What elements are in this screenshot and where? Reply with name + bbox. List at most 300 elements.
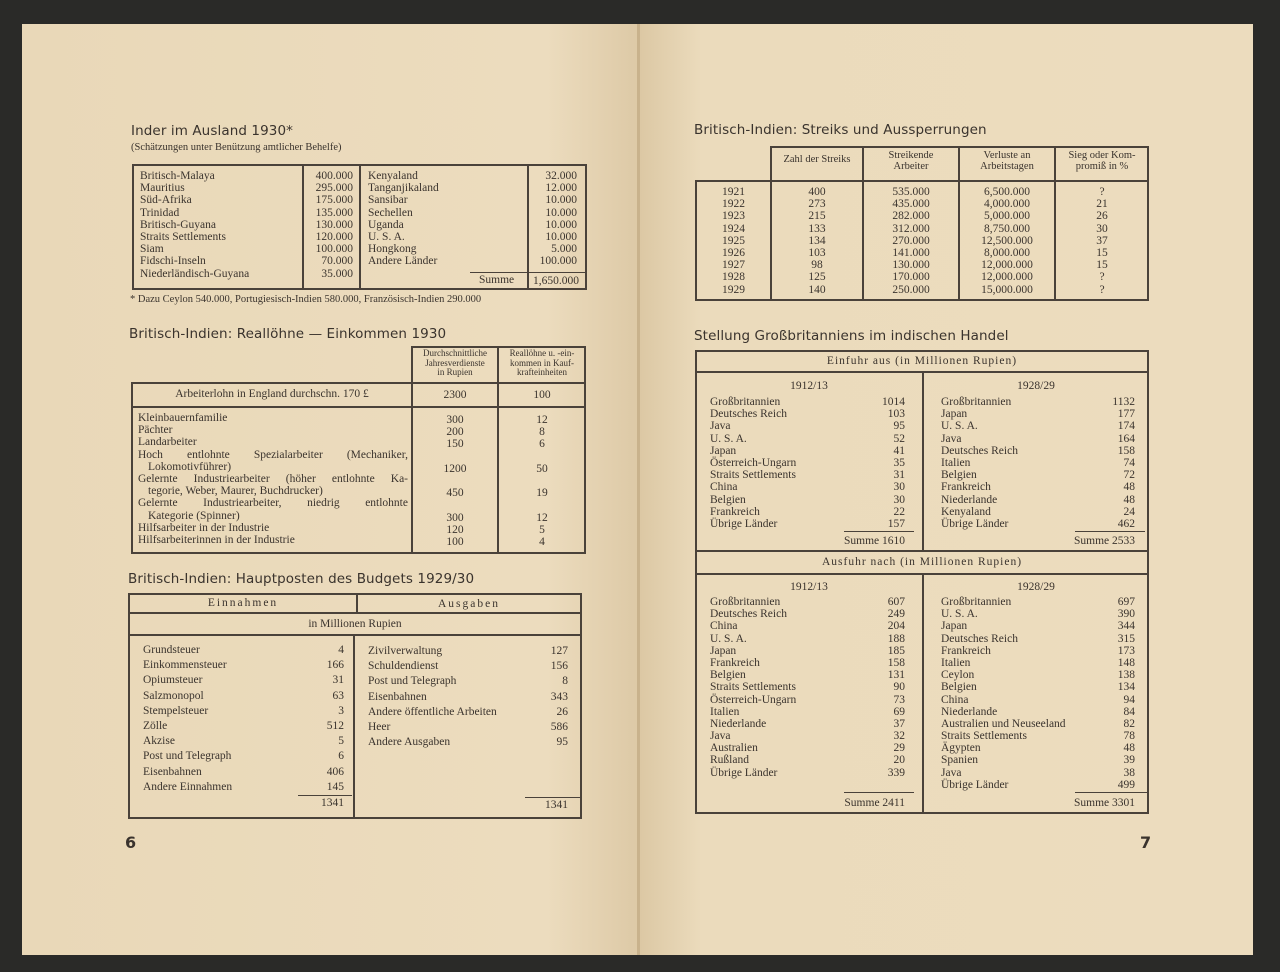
- trade-value: 138: [1117, 669, 1135, 682]
- streik-year: 1923: [722, 210, 745, 223]
- trade-country: Frankreich: [710, 505, 760, 518]
- country-value: 35.000: [321, 267, 353, 280]
- budget-item-name: Andere Ausgaben: [368, 736, 451, 749]
- trade-country: Frankreich: [941, 481, 991, 494]
- streik-workers: 141.000: [892, 246, 930, 259]
- country-name: Uganda: [368, 218, 404, 231]
- budget-item-name: Andere Einnahmen: [143, 780, 233, 793]
- trade-value: 48: [1123, 742, 1135, 755]
- sum-rule: [298, 795, 352, 796]
- trade-value: 148: [1117, 656, 1135, 669]
- trade-country: Österreich-Ungarn: [710, 693, 797, 706]
- country-name: Kenyaland: [368, 170, 418, 182]
- streik-workers: 282.000: [892, 210, 930, 223]
- trade-country: Großbritannien: [941, 596, 1012, 608]
- spacer: [499, 451, 585, 463]
- einfuhr-right-values: [1070, 396, 1135, 530]
- streiks-victory: [1056, 186, 1148, 296]
- trade-country: Niederlande: [941, 493, 998, 506]
- trade-value: 157: [887, 517, 905, 530]
- trade-country: Spanien: [941, 754, 979, 767]
- streik-year: 1926: [722, 246, 745, 259]
- trade-country: Australien: [710, 742, 758, 755]
- streik-year: 1927: [722, 259, 745, 272]
- trade-country: Japan: [710, 644, 737, 657]
- reallohne-header-real: [499, 349, 585, 378]
- streik-losses: 4,000.000: [984, 198, 1030, 211]
- sum-rule: [525, 797, 580, 798]
- streik-count: 103: [808, 246, 826, 259]
- reallohne-row-label: Kategorie (Spinner): [148, 509, 240, 522]
- country-value: 120.000: [315, 230, 353, 243]
- country-name: Hongkong: [368, 243, 417, 256]
- budget-item-value: 406: [326, 765, 344, 778]
- streik-workers: 535.000: [892, 186, 930, 198]
- trade-value: 158: [887, 656, 905, 669]
- header-line: krafteinheiten: [517, 367, 567, 377]
- trade-value: 204: [887, 620, 905, 633]
- reallohne-income: 100: [446, 535, 464, 548]
- streik-year: 1929: [722, 283, 745, 296]
- header-line: Arbeitstagen: [980, 161, 1034, 172]
- streik-year: 1924: [722, 222, 745, 235]
- streiks-years: [697, 186, 770, 296]
- trade-value: 607: [887, 596, 905, 608]
- reallohne-row-label: Pächter: [138, 424, 173, 437]
- trade-country: Deutsches Reich: [710, 608, 787, 621]
- header-line: in Rupien: [437, 367, 473, 377]
- sum-rule: [844, 792, 914, 793]
- trade-country: Frankreich: [710, 656, 760, 669]
- country-name: Mauritius: [140, 182, 185, 195]
- reallohne-incomes: [413, 414, 497, 548]
- einfuhr-left-year: 1912/13: [790, 380, 828, 392]
- trade-country: Belgien: [941, 469, 977, 482]
- streiks-header-arbeiter: [864, 150, 958, 172]
- header-line: Zahl der Streiks: [783, 154, 851, 165]
- trade-value: 39: [1123, 754, 1135, 767]
- trade-country: Deutsches Reich: [941, 444, 1018, 457]
- budget-item-value: 127: [550, 645, 568, 657]
- trade-value: 52: [893, 432, 905, 445]
- ausfuhr-heading: Ausfuhr nach (in Millionen Rupien): [821, 556, 1023, 568]
- header-line: Streikende: [888, 150, 934, 161]
- reallohne-income: 120: [446, 523, 464, 536]
- country-value: 295.000: [315, 182, 353, 195]
- streiks-counts: [772, 186, 862, 296]
- budget-item-value: 512: [326, 719, 344, 732]
- streik-workers: 130.000: [892, 259, 930, 272]
- country-value: 100.000: [539, 255, 577, 268]
- trade-country: Übrige Länder: [710, 766, 778, 779]
- streik-losses: 12,500.000: [981, 234, 1033, 247]
- country-value: 5.000: [551, 243, 577, 256]
- trade-country: U. S. A.: [710, 632, 747, 645]
- trade-country: Straits Settlements: [941, 730, 1027, 743]
- streik-losses: 8,750.000: [984, 222, 1030, 235]
- reallohne-row-labels: [138, 412, 408, 546]
- ausfuhr-right-sum: Summe 3301: [1073, 797, 1135, 809]
- einfuhr-left-sum: Summe 1610: [843, 535, 905, 547]
- inder-sum-label: Summe: [479, 274, 515, 286]
- budget-item-value: 586: [550, 720, 568, 733]
- section-title-budget: Britisch-Indien: Hauptposten des Budgets 1929/30: [128, 571, 475, 587]
- budget-item-value: 4: [338, 644, 344, 656]
- budget-item-name: Akzise: [143, 735, 175, 748]
- trade-value: 90: [893, 681, 905, 694]
- trade-country: Belgien: [710, 669, 746, 682]
- header-line: Durchschnittliche: [423, 348, 487, 358]
- country-value: 10.000: [545, 230, 577, 243]
- reallohne-header-income: [413, 349, 497, 378]
- header-line: Sieg oder Kom-: [1068, 150, 1136, 161]
- trade-value: 158: [1117, 444, 1135, 457]
- country-value: 10.000: [545, 194, 577, 207]
- streiks-header-verluste: [960, 150, 1054, 172]
- reallohne-row-label: Hilfsarbeiterinnen in der Industrie: [138, 533, 295, 546]
- section-title-reallohne: Britisch-Indien: Reallöhne — Einkommen 1930: [129, 326, 447, 342]
- trade-country: Belgien: [710, 493, 746, 506]
- streik-count: 134: [808, 234, 826, 247]
- budget-ausgaben-total: 1341: [545, 799, 568, 811]
- streik-losses: 6,500.000: [984, 186, 1030, 198]
- trade-country: Österreich-Ungarn: [710, 456, 797, 469]
- country-name: Sechellen: [368, 206, 413, 219]
- trade-value: 95: [893, 420, 905, 433]
- trade-value: 1014: [882, 396, 905, 408]
- reallohne-real: 5: [539, 523, 545, 536]
- country-value: 70.000: [321, 255, 353, 268]
- budget-item-name: Post und Telegraph: [143, 750, 232, 763]
- spacer: [499, 475, 585, 487]
- ausfuhr-left-values: [840, 596, 905, 779]
- trade-value: 462: [1117, 517, 1135, 530]
- reallohne-income: 200: [446, 426, 464, 439]
- reallohne-row-label: Hoch entlohnte Spezialarbeiter (Mechaniker,: [138, 448, 408, 461]
- budget-item-name: Post und Telegraph: [368, 675, 457, 688]
- trade-value: 164: [1117, 432, 1135, 445]
- divider: [128, 634, 582, 636]
- trade-value: 37: [893, 717, 905, 730]
- trade-value: 48: [1123, 493, 1135, 506]
- trade-country: Ceylon: [941, 669, 975, 682]
- trade-country: Java: [941, 432, 962, 445]
- budget-item-value: 3: [338, 704, 344, 717]
- spacer: [413, 475, 497, 487]
- reallohne-real: 50: [536, 462, 548, 475]
- budget-einnahmen-values: [290, 643, 344, 795]
- country-value: 175.000: [315, 194, 353, 207]
- trade-value: 84: [1123, 705, 1135, 718]
- spacer: [499, 499, 585, 511]
- country-name: Süd-Afrika: [140, 194, 192, 207]
- trade-country: U. S. A.: [941, 420, 978, 433]
- sum-rule: [1075, 792, 1147, 793]
- budget-item-name: Heer: [368, 720, 391, 733]
- trade-country: Niederlande: [710, 717, 767, 730]
- inder-footnote: * Dazu Ceylon 540.000, Portugiesisch-Indien 580.000, Französisch-Indien 290.000: [130, 294, 482, 305]
- budget-item-name: Opiumsteuer: [143, 674, 203, 687]
- trade-value: 173: [1117, 644, 1135, 657]
- trade-value: 24: [1123, 505, 1135, 518]
- trade-value: 185: [887, 644, 905, 657]
- reallohne-row-label: Landarbeiter: [138, 436, 197, 449]
- trade-value: 177: [1117, 408, 1135, 421]
- header-line: promiß in %: [1075, 161, 1129, 172]
- country-name: Siam: [140, 243, 164, 256]
- budget-item-value: 8: [562, 675, 568, 688]
- streiks-losses: [960, 186, 1054, 296]
- country-value: 100.000: [315, 243, 353, 256]
- divider: [922, 573, 924, 814]
- section-title-inder: Inder im Ausland 1930*: [131, 123, 294, 139]
- inder-col2-names: [368, 170, 526, 268]
- ausfuhr-right-year: 1928/29: [1017, 581, 1055, 593]
- country-value: 12.000: [545, 182, 577, 195]
- streik-year: 1925: [722, 234, 745, 247]
- trade-value: 94: [1123, 693, 1135, 706]
- header-line: Arbeiter: [893, 161, 929, 172]
- reallohne-income: 150: [446, 438, 464, 451]
- budget-einnahmen-total: 1341: [321, 797, 344, 809]
- trade-value: 69: [893, 705, 905, 718]
- trade-value: 30: [893, 493, 905, 506]
- reallohne-row-label: Kleinbauernfamilie: [138, 412, 228, 424]
- trade-country: Australien und Neuseeland: [941, 717, 1066, 730]
- trade-value: 82: [1123, 717, 1135, 730]
- budget-ausgaben-values: [514, 644, 568, 750]
- sum-rule: [1075, 531, 1145, 532]
- country-name: Britisch-Malaya: [140, 170, 215, 182]
- trade-country: Java: [941, 766, 962, 779]
- trade-value: 188: [887, 632, 905, 645]
- divider: [922, 371, 924, 551]
- budget-item-name: Salzmonopol: [143, 689, 204, 702]
- trade-value: 35: [893, 456, 905, 469]
- reallohne-england-real: 100: [533, 389, 551, 401]
- budget-item-value: 156: [550, 660, 568, 673]
- country-name: Britisch-Guyana: [140, 218, 217, 231]
- trade-country: Belgien: [941, 681, 977, 694]
- budget-item-value: 5: [338, 735, 344, 748]
- country-name: Niederländisch-Guyana: [140, 267, 250, 280]
- trade-value: 31: [893, 469, 905, 482]
- country-name: Tanganjikaland: [368, 182, 439, 195]
- inder-col1-values: [304, 170, 353, 280]
- streik-count: 133: [808, 222, 826, 235]
- trade-value: 48: [1123, 481, 1135, 494]
- trade-country: Großbritannien: [710, 596, 781, 608]
- budget-item-name: Eisenbahnen: [143, 765, 202, 778]
- trade-value: 697: [1117, 596, 1135, 608]
- trade-country: Großbritannien: [710, 396, 781, 408]
- divider: [359, 164, 361, 290]
- streiks-header-zahl: [772, 154, 862, 165]
- reallohne-real: 4: [539, 535, 545, 548]
- trade-country: Übrige Länder: [710, 517, 778, 530]
- streik-year: 1922: [722, 198, 745, 211]
- streik-victory: ?: [1099, 283, 1105, 296]
- trade-country: China: [710, 620, 738, 633]
- reallohne-real: 6: [539, 438, 545, 451]
- ausfuhr-right-values: [1070, 596, 1135, 791]
- budget-item-value: 343: [550, 690, 568, 703]
- budget-item-value: 31: [332, 674, 344, 687]
- ausfuhr-right-names: [941, 596, 1066, 791]
- trade-country: U. S. A.: [941, 608, 978, 621]
- budget-item-value: 63: [332, 689, 344, 702]
- trade-value: 103: [887, 408, 905, 421]
- book-gutter: [637, 24, 640, 955]
- trade-value: 38: [1123, 766, 1135, 779]
- einfuhr-right-year: 1928/29: [1017, 380, 1055, 392]
- budget-einnahmen-header: Einnahmen: [207, 597, 279, 609]
- budget-item-value: 166: [326, 659, 344, 672]
- spacer: [413, 451, 497, 463]
- trade-country: Straits Settlements: [710, 469, 796, 482]
- trade-country: Deutsches Reich: [710, 408, 787, 421]
- einfuhr-left-names: [710, 396, 796, 530]
- budget-item-value: 26: [556, 705, 568, 718]
- streik-losses: 12,000.000: [981, 271, 1033, 284]
- country-name: Trinidad: [140, 206, 180, 219]
- reallohne-england-income: 2300: [443, 389, 467, 401]
- inder-col1-names: [140, 170, 300, 280]
- streik-workers: 250.000: [892, 283, 930, 296]
- budget-unit-label: in Millionen Rupien: [308, 618, 402, 630]
- trade-country: Italien: [710, 705, 740, 718]
- streik-workers: 270.000: [892, 234, 930, 247]
- reallohne-england-label: Arbeiterlohn in England durchschn. 170 £: [175, 388, 369, 400]
- trade-country: Italien: [941, 656, 971, 669]
- trade-value: 249: [887, 608, 905, 621]
- trade-value: 315: [1117, 632, 1135, 645]
- sum-rule: [844, 531, 914, 532]
- trade-value: 131: [887, 669, 905, 682]
- country-name: U. S. A.: [368, 230, 405, 243]
- section-title-streiks: Britisch-Indien: Streiks und Aussperrungen: [694, 122, 987, 138]
- ausfuhr-left-year: 1912/13: [790, 581, 828, 593]
- streik-count: 400: [808, 186, 826, 198]
- country-name: Straits Settlements: [140, 230, 226, 243]
- reallohne-real: 19: [536, 487, 548, 500]
- country-name: Fidschi-Inseln: [140, 255, 206, 268]
- trade-country: Frankreich: [941, 644, 991, 657]
- reallohne-reals: [499, 414, 585, 548]
- trade-value: 29: [893, 742, 905, 755]
- trade-value: 32: [893, 730, 905, 743]
- einfuhr-right-names: [941, 396, 1018, 530]
- header-line: Reallöhne u. -ein-: [509, 348, 575, 358]
- streik-victory: 26: [1096, 210, 1108, 223]
- ausfuhr-left-sum: Summe 2411: [844, 797, 905, 809]
- streik-count: 215: [808, 210, 826, 223]
- streik-count: 98: [811, 259, 823, 272]
- streik-losses: 12,000.000: [981, 259, 1033, 272]
- streik-losses: 5,000.000: [984, 210, 1030, 223]
- streik-victory: 37: [1096, 234, 1108, 247]
- reallohne-income: 300: [446, 414, 464, 426]
- country-value: 10.000: [545, 218, 577, 231]
- streik-victory: ?: [1099, 186, 1105, 198]
- reallohne-real: 12: [536, 511, 548, 524]
- streik-year: 1928: [722, 271, 745, 284]
- budget-ausgaben-names: [368, 644, 497, 750]
- trade-country: Rußland: [710, 754, 749, 767]
- streik-count: 140: [808, 283, 826, 296]
- streik-workers: 435.000: [892, 198, 930, 211]
- trade-country: Übrige Länder: [941, 517, 1009, 530]
- trade-value: 22: [893, 505, 905, 518]
- trade-value: 20: [893, 754, 905, 767]
- trade-value: 344: [1117, 620, 1135, 633]
- trade-value: 174: [1117, 420, 1135, 433]
- streik-workers: 312.000: [892, 222, 930, 235]
- trade-value: 73: [893, 693, 905, 706]
- reallohne-row-label: tegorie, Weber, Maurer, Buchdrucker): [148, 485, 323, 498]
- inder-col2-values: [529, 170, 577, 268]
- divider: [131, 406, 586, 408]
- reallohne-row-label: Gelernte Industriearbeiter, niedrig entlohnte: [138, 497, 408, 510]
- streik-count: 125: [808, 271, 826, 284]
- country-value: 400.000: [315, 170, 353, 182]
- budget-item-name: Schuldendienst: [368, 660, 439, 673]
- budget-item-name: Andere öffentliche Arbeiten: [368, 705, 497, 718]
- budget-item-value: 95: [556, 736, 568, 749]
- ausfuhr-left-names: [710, 596, 796, 779]
- budget-item-name: Zivilverwaltung: [368, 645, 443, 657]
- page-number-left: 6: [125, 833, 137, 852]
- trade-country: Übrige Länder: [941, 778, 1009, 791]
- trade-country: Deutsches Reich: [941, 632, 1018, 645]
- divider: [695, 550, 1149, 552]
- trade-country: Java: [710, 730, 731, 743]
- budget-item-name: Grundsteuer: [143, 644, 200, 656]
- trade-country: Ägypten: [941, 742, 981, 755]
- trade-country: U. S. A.: [710, 432, 747, 445]
- country-value: 135.000: [315, 206, 353, 219]
- country-value: 130.000: [315, 218, 353, 231]
- section-title-handel: Stellung Großbritanniens im indischen Handel: [694, 328, 1009, 344]
- streik-victory: 15: [1096, 246, 1108, 259]
- budget-item-name: Einkommensteuer: [143, 659, 227, 672]
- trade-country: Java: [710, 420, 731, 433]
- header-line: kommen in Kauf-: [510, 357, 574, 368]
- budget-item-name: Eisenbahnen: [368, 690, 427, 703]
- streiks-workers: [864, 186, 958, 296]
- einfuhr-left-values: [840, 396, 905, 530]
- trade-value: 134: [1117, 681, 1135, 694]
- einfuhr-right-sum: Summe 2533: [1073, 535, 1135, 547]
- country-value: 10.000: [545, 206, 577, 219]
- streik-victory: 15: [1096, 259, 1108, 272]
- trade-value: 41: [893, 444, 905, 457]
- divider: [128, 612, 582, 614]
- section-subtitle-inder: (Schätzungen unter Benützung amtlicher Behelfe): [131, 142, 342, 153]
- budget-item-name: Stempelsteuer: [143, 704, 209, 717]
- streik-victory: 30: [1096, 222, 1108, 235]
- trade-value: 78: [1123, 730, 1135, 743]
- reallohne-real: 8: [539, 426, 545, 439]
- reallohne-row-label: Hilfsarbeiter in der Industrie: [138, 521, 270, 534]
- trade-country: Niederlande: [941, 705, 998, 718]
- trade-country: Großbritannien: [941, 396, 1012, 408]
- trade-country: Japan: [941, 408, 968, 421]
- streik-losses: 15,000.000: [981, 283, 1033, 296]
- einfuhr-heading: Einfuhr aus (in Millionen Rupien): [826, 355, 1018, 367]
- trade-country: China: [710, 481, 738, 494]
- streik-count: 273: [808, 198, 826, 211]
